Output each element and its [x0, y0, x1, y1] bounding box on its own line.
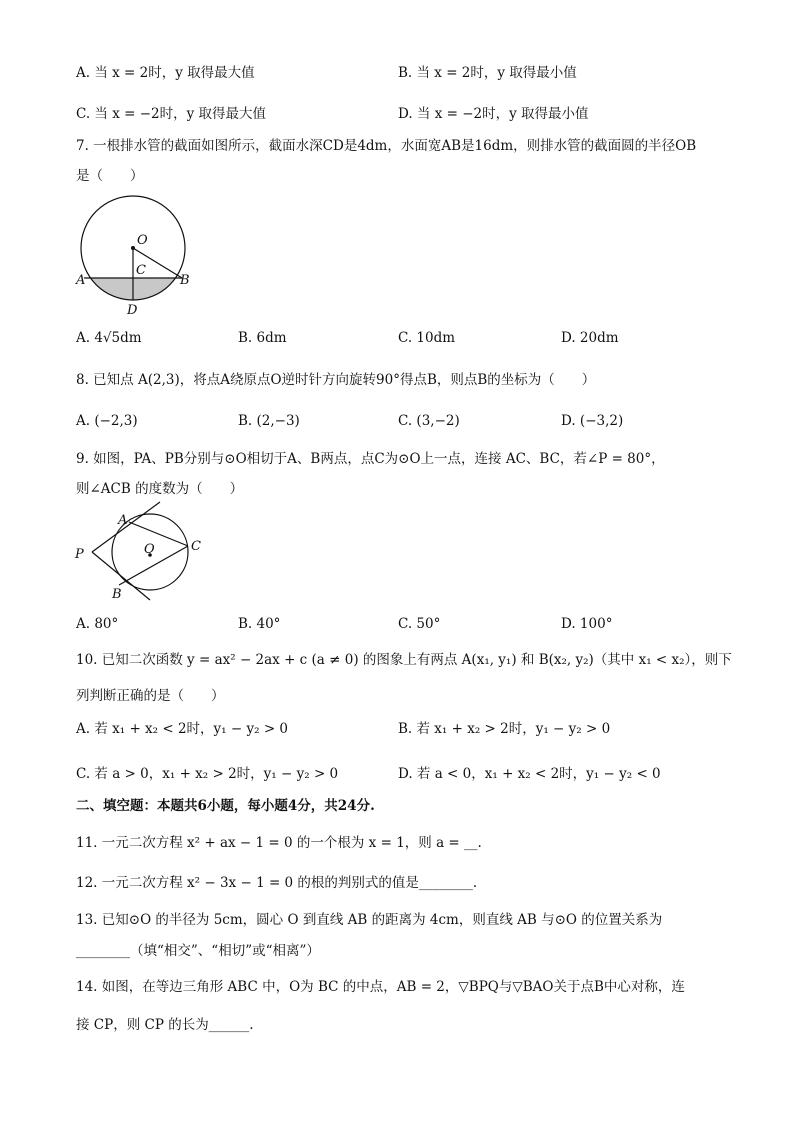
label-c: C: [136, 263, 146, 278]
q10-option-d: D. 若 a < 0，x₁ + x₂ < 2时，y₁ − y₂ < 0: [398, 766, 661, 782]
q10-option-b: B. 若 x₁ + x₂ > 2时，y₁ − y₂ > 0: [398, 721, 611, 737]
label-p: P: [75, 547, 84, 562]
q12-stem: 12. 一元二次方程 x² − 3x − 1 = 0 的根的判别式的值是________.: [76, 875, 478, 891]
q7-stem-line1: 7. 一根排水管的截面如图所示，截面水深CD是4dm，水面宽AB是16dm，则排水管的截面圆的半径OB: [76, 138, 697, 154]
label-b: B: [180, 273, 190, 288]
q6-option-b: B. 当 x = 2时，y 取得最小值: [398, 65, 577, 81]
q8-option-a: A. (−2,3): [76, 413, 138, 429]
q9-stem-line1: 9. 如图，PA、PB分别与⊙O相切于A、B两点，点C为⊙O上一点，连接 AC、BC，若∠P = 80°，: [76, 451, 665, 467]
q7-stem-line2: 是（ ）: [76, 168, 144, 184]
label-a: A: [76, 273, 86, 288]
q7-option-d: D. 20dm: [561, 330, 619, 346]
label-c: C: [191, 539, 201, 554]
q9-stem-line2: 则∠ACB 的度数为（ ）: [76, 481, 244, 497]
q6-option-a: A. 当 x = 2时，y 取得最大值: [76, 65, 255, 81]
segment-ac: [129, 522, 188, 546]
q14-stem-line2: 接 CP，则 CP 的长为______.: [76, 1017, 254, 1033]
q10-option-a: A. 若 x₁ + x₂ < 2时，y₁ − y₂ > 0: [76, 721, 289, 737]
q7-option-b: B. 6dm: [238, 330, 287, 346]
label-a: A: [118, 513, 128, 528]
label-o: O: [137, 233, 148, 248]
q10-stem-line2: 列判断正确的是（ ）: [76, 688, 225, 704]
q6-option-d: D. 当 x = −2时，y 取得最小值: [398, 106, 589, 122]
q9-option-d: D. 100°: [561, 616, 613, 632]
q13-stem-line1: 13. 已知⊙O 的半径为 5cm，圆心 O 到直线 AB 的距离为 4cm，则直线 AB 与⊙O 的位置关系为: [76, 912, 663, 928]
q9-option-c: C. 50°: [398, 616, 441, 632]
q11-stem: 11. 一元二次方程 x² + ax − 1 = 0 的一个根为 x = 1，则 a = __.: [76, 835, 482, 851]
q7-option-c: C. 10dm: [398, 330, 456, 346]
q8-option-c: C. (3,−2): [398, 413, 460, 429]
q7-pipe-figure: [74, 194, 194, 318]
label-d: D: [127, 303, 138, 318]
q8-option-d: D. (−3,2): [561, 413, 624, 429]
q10-option-c: C. 若 a > 0，x₁ + x₂ > 2时，y₁ − y₂ > 0: [76, 766, 339, 782]
q8-option-b: B. (2,−3): [238, 413, 300, 429]
q9-option-a: A. 80°: [76, 616, 119, 632]
q10-stem-line1: 10. 已知二次函数 y = ax² − 2ax + c (a ≠ 0) 的图象上有两点 A(x₁, y₁) 和 B(x₂, y₂)（其中 x₁ < x₂），则下: [76, 652, 732, 668]
q6-option-c: C. 当 x = −2时，y 取得最大值: [76, 106, 267, 122]
q14-stem-line1: 14. 如图，在等边三角形 ABC 中，O为 BC 的中点，AB = 2，▽BPQ与▽BAO关于点B中心对称，连: [76, 979, 685, 995]
q9-option-b: B. 40°: [238, 616, 281, 632]
q8-stem-line1: 8. 已知点 A(2,3)，将点A绕原点O逆时针方向旋转90°得点B，则点B的坐标为（ ）: [76, 372, 596, 388]
label-b: B: [112, 587, 122, 602]
section-heading: 二、填空题：本题共6小题，每小题4分，共24分.: [76, 798, 375, 814]
label-o: O: [144, 542, 155, 557]
q7-option-a: A. 4√5dm: [76, 330, 142, 346]
q9-tangent-figure: [72, 500, 222, 606]
q13-stem-line2: ________（填“相交”、“相切”或“相离”）: [76, 943, 320, 959]
center-point: [131, 246, 135, 250]
